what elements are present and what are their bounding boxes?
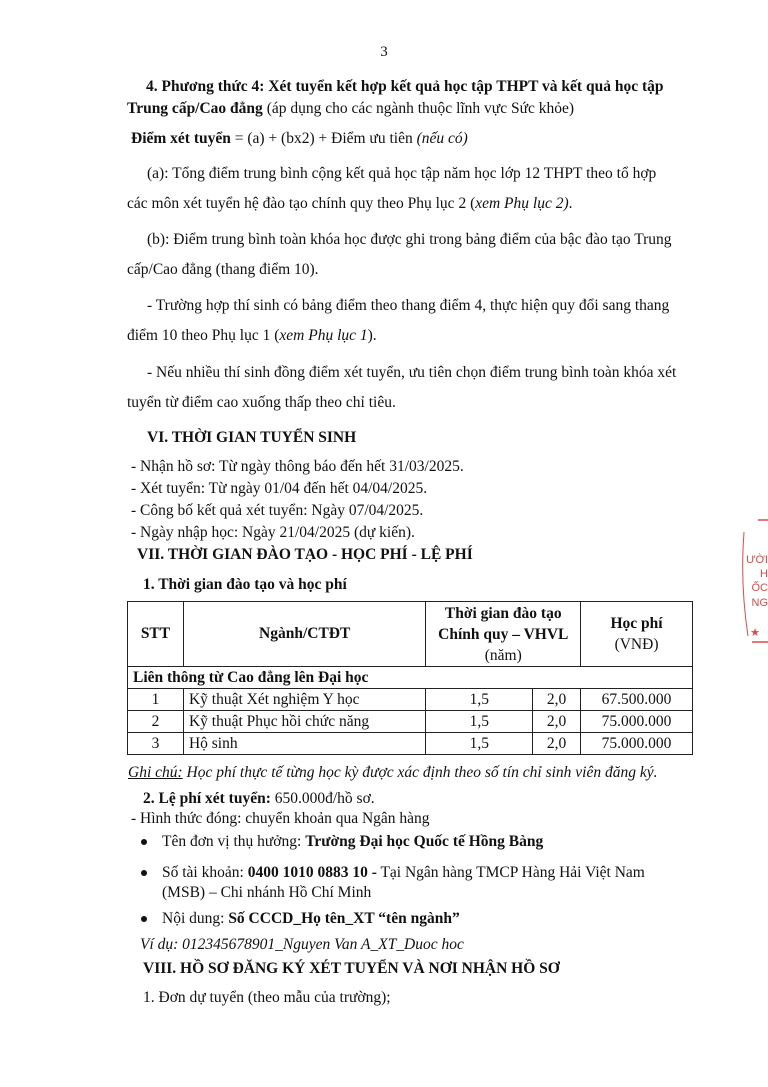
table-row bbox=[128, 689, 693, 711]
header-fee bbox=[581, 602, 693, 667]
header-major: Ngành/CTĐT bbox=[183, 602, 426, 667]
method4-title-note: (áp dụng cho các ngành thuộc lĩnh vực Sức khỏe) bbox=[262, 100, 575, 117]
red-stamp bbox=[738, 518, 768, 648]
account-value: 0400 1010 0883 10 - bbox=[247, 864, 377, 881]
cell-stt: 1 bbox=[128, 689, 184, 711]
d-line2: tuyển từ điểm cao xuống thấp theo chỉ tiêu. bbox=[127, 394, 396, 411]
cell-stt: 3 bbox=[128, 733, 184, 755]
a-line1: (a): Tổng điểm trung bình cộng kết quả học tập năm học lớp 12 THPT theo tổ hợp bbox=[147, 165, 657, 182]
section6-item: - Công bố kết quả xét tuyển: Ngày 07/04/2025. bbox=[131, 502, 424, 519]
header-duration-1: Thời gian đào tạo bbox=[444, 604, 562, 622]
sub2-value: 650.000đ/hồ sơ. bbox=[270, 790, 375, 807]
cell-cq: 1,5 bbox=[426, 689, 533, 711]
stamp-text: H bbox=[760, 568, 768, 580]
c-line2-text: điểm 10 theo Phụ lục 1 ( bbox=[127, 327, 280, 344]
header-duration-3: (năm) bbox=[484, 646, 522, 664]
bullet-icon bbox=[141, 916, 147, 922]
a-line2-italic: xem Phụ lục 2) bbox=[475, 195, 569, 212]
table-row bbox=[128, 733, 693, 755]
page-number: 3 bbox=[380, 44, 388, 60]
beneficiary-label: Tên đơn vị thụ hưởng: bbox=[162, 833, 306, 850]
c-line2-end: ). bbox=[367, 327, 377, 344]
table-header-row bbox=[128, 602, 693, 667]
section7-heading: VII. THỜI GIAN ĐÀO TẠO - HỌC PHÍ - LỆ PHÍ bbox=[137, 546, 473, 563]
note-label: Ghi chú: bbox=[128, 764, 183, 781]
section6-item: - Ngày nhập học: Ngày 21/04/2025 (dự kiến). bbox=[131, 524, 415, 541]
cell-fee: 67.500.000 bbox=[581, 689, 693, 711]
header-duration-2: Chính quy – VHVL bbox=[438, 625, 569, 643]
bullet-icon bbox=[141, 839, 147, 845]
group-label: Liên thông từ Cao đẳng lên Đại học bbox=[128, 667, 693, 689]
c-line1: - Trường hợp thí sinh có bảng điểm theo thang điểm 4, thực hiện quy đổi sang thang bbox=[147, 297, 670, 314]
method4-title-line2 bbox=[127, 98, 574, 120]
transfer-content bbox=[162, 908, 460, 930]
stamp-text: NG bbox=[751, 597, 768, 609]
method4-title: 4. Phương thức 4: Xét tuyển kết hợp kết quả học tập THPT và kết quả học tập bbox=[146, 78, 664, 95]
cell-fee: 75.000.000 bbox=[581, 711, 693, 733]
cell-fee: 75.000.000 bbox=[581, 733, 693, 755]
stamp-text: ỐC bbox=[751, 582, 768, 594]
cell-vhvl: 2,0 bbox=[533, 711, 581, 733]
d-line1: - Nếu nhiều thí sinh đồng điểm xét tuyển, ưu tiên chọn điểm trung bình toàn khóa xét bbox=[147, 364, 677, 381]
cell-vhvl: 2,0 bbox=[533, 689, 581, 711]
bullet-icon bbox=[141, 870, 147, 876]
method4-title-bold2: Trung cấp/Cao đẳng bbox=[127, 100, 263, 117]
c-line2-italic: xem Phụ lục 1 bbox=[279, 327, 368, 344]
b-line2: cấp/Cao đẳng (thang điểm 10). bbox=[127, 261, 319, 278]
section7-sub1: 1. Thời gian đào tạo và học phí bbox=[143, 576, 347, 593]
account-label: Số tài khoản: bbox=[162, 864, 248, 881]
pay-method: - Hình thức đóng: chuyển khoản qua Ngân hàng bbox=[131, 810, 430, 827]
header-duration bbox=[426, 602, 581, 667]
cell-cq: 1,5 bbox=[426, 711, 533, 733]
beneficiary bbox=[162, 831, 543, 853]
cell-major: Kỹ thuật Xét nghiệm Y học bbox=[183, 689, 426, 711]
account-bank: Tại Ngân hàng TMCP Hàng Hải Việt Nam bbox=[376, 864, 645, 881]
a-line2-end: . bbox=[568, 195, 573, 212]
section8-heading: VIII. HỒ SƠ ĐĂNG KÝ XÉT TUYỂN VÀ NƠI NHẬN HỒ SƠ bbox=[143, 960, 560, 977]
header-fee-2: (VNĐ) bbox=[614, 636, 659, 653]
a-line2 bbox=[127, 193, 573, 215]
formula-body: = (a) + (bx2) + Điểm ưu tiên bbox=[230, 130, 417, 147]
section6-item: - Xét tuyển: Từ ngày 01/04 đến hết 04/04/2025. bbox=[131, 480, 428, 497]
b-line1: (b): Điểm trung bình toàn khóa học được ghi trong bảng điểm của bậc đào tạo Trung bbox=[147, 231, 672, 248]
cell-major: Kỹ thuật Phục hồi chức năng bbox=[183, 711, 426, 733]
cell-vhvl: 2,0 bbox=[533, 733, 581, 755]
content-label: Nội dung: bbox=[162, 910, 229, 927]
sub2-label: 2. Lệ phí xét tuyển: bbox=[143, 790, 271, 807]
account-line2: (MSB) – Chi nhánh Hồ Chí Minh bbox=[162, 884, 372, 901]
cell-stt: 2 bbox=[128, 711, 184, 733]
formula-note: (nếu có) bbox=[416, 130, 468, 147]
header-fee-1: Học phí bbox=[610, 615, 663, 632]
formula-label: Điểm xét tuyển bbox=[131, 130, 231, 147]
cell-major: Hộ sinh bbox=[183, 733, 426, 755]
beneficiary-value: Trường Đại học Quốc tế Hồng Bàng bbox=[305, 833, 544, 850]
table-group-row bbox=[128, 667, 693, 689]
a-line2-text: các môn xét tuyển hệ đào tạo chính quy theo Phụ lục 2 ( bbox=[127, 195, 476, 212]
section6-item: - Nhận hồ sơ: Từ ngày thông báo đến hết 31/03/2025. bbox=[131, 458, 464, 475]
fee-table bbox=[127, 601, 693, 755]
c-line2 bbox=[127, 325, 377, 347]
section6-heading: VI. THỜI GIAN TUYỂN SINH bbox=[147, 429, 357, 446]
method4-formula bbox=[131, 128, 468, 150]
stamp-text: ★ bbox=[750, 627, 760, 639]
section7-sub2 bbox=[143, 788, 375, 810]
example: Ví dụ: 012345678901_Nguyen Van A_XT_Duoc hoc bbox=[140, 936, 464, 953]
table-row bbox=[128, 711, 693, 733]
content-value: Số CCCD_Họ tên_XT “tên ngành” bbox=[228, 910, 460, 927]
header-stt: STT bbox=[128, 602, 184, 667]
table-note bbox=[128, 762, 658, 784]
note-text: Học phí thực tế từng học kỳ được xác định theo số tín chỉ sinh viên đăng ký. bbox=[182, 764, 658, 781]
stamp-text: ƯỜI bbox=[746, 554, 768, 566]
section8-item1: 1. Đơn dự tuyển (theo mẫu của trường); bbox=[143, 989, 391, 1006]
account-line1 bbox=[162, 862, 645, 884]
cell-cq: 1,5 bbox=[426, 733, 533, 755]
